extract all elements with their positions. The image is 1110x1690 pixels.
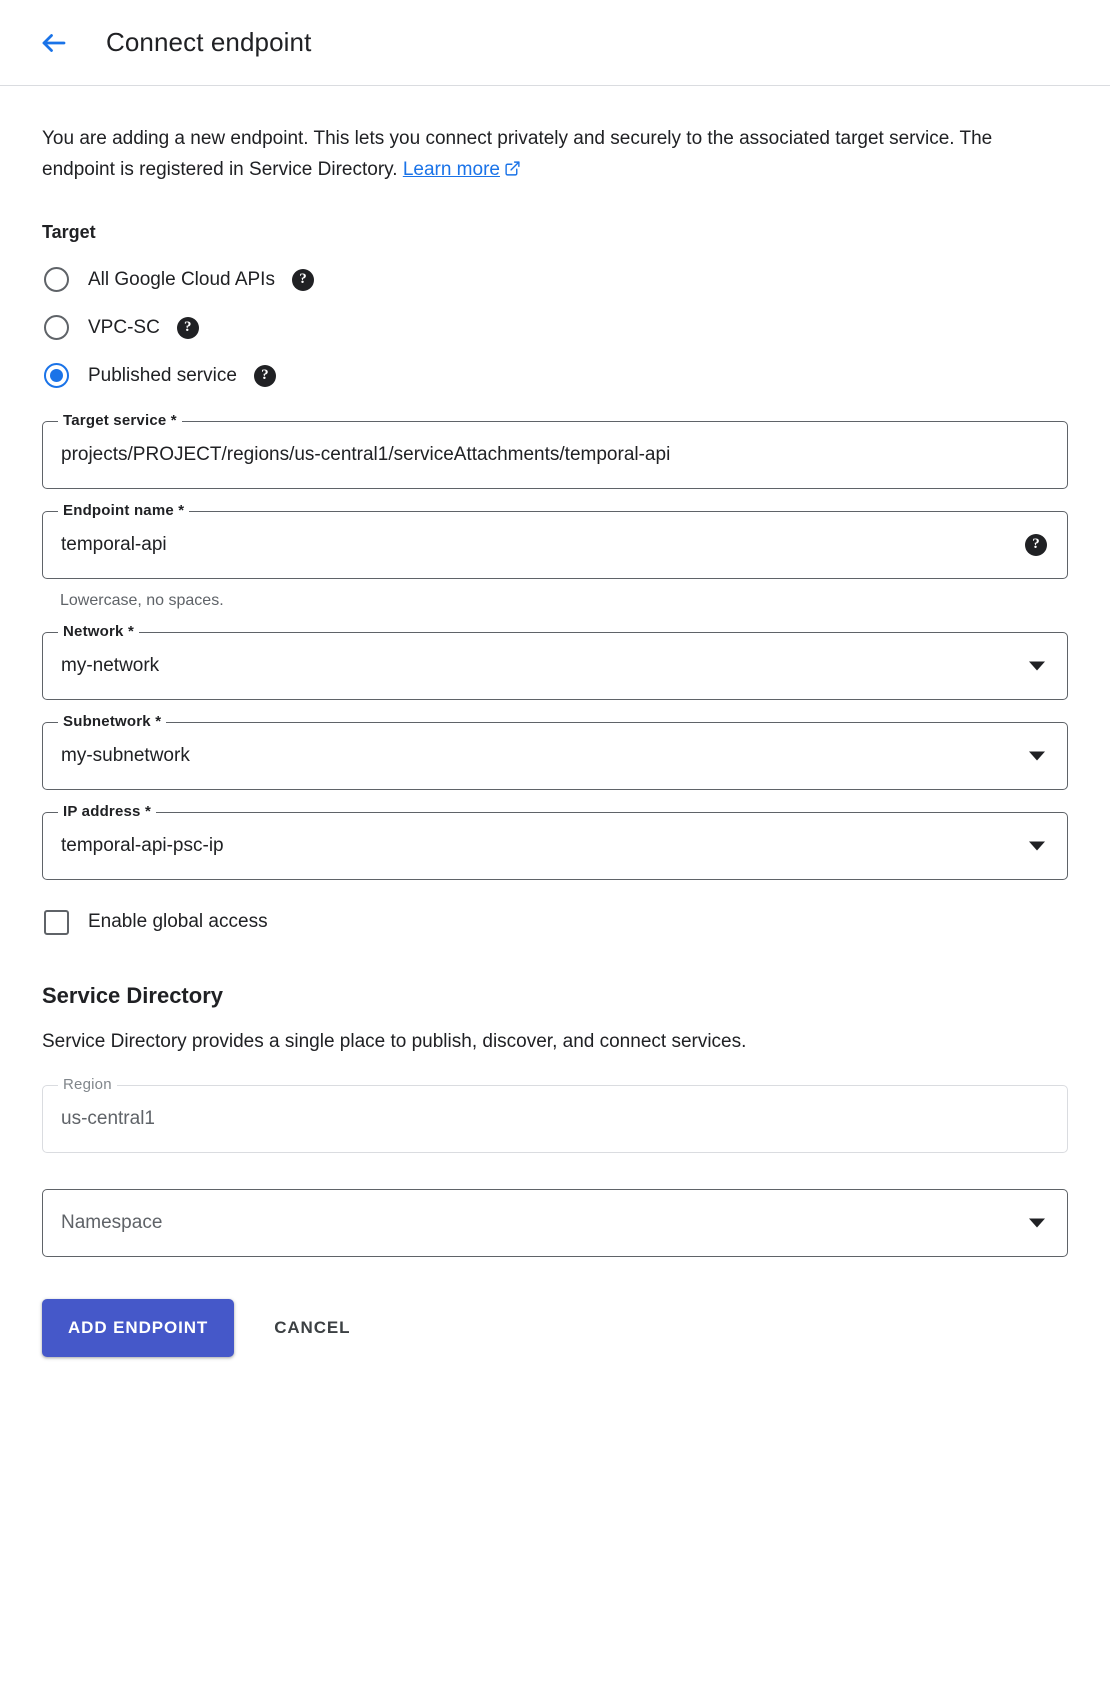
endpoint-name-field[interactable] — [42, 501, 1068, 610]
endpoint-name-label: Endpoint name * — [58, 502, 189, 519]
arrow-left-icon — [39, 28, 69, 58]
intro-description: You are adding a new endpoint. This lets you connect privately and securely to the associated target service. The endpoint is registered in Service Directory. — [42, 128, 993, 180]
help-icon[interactable]: ? — [254, 365, 276, 387]
endpoint-name-value: temporal-api — [61, 533, 167, 555]
region-field — [42, 1075, 1068, 1153]
region-input — [42, 1075, 1068, 1153]
target-service-input[interactable] — [42, 411, 1068, 489]
radio-option-published-service[interactable] — [42, 353, 1068, 399]
service-directory-title: Service Directory — [42, 982, 223, 1008]
target-service-value: projects/PROJECT/regions/us-central1/serviceAttachments/temporal-api — [61, 443, 671, 465]
help-icon[interactable]: ? — [1025, 534, 1047, 556]
radio-label: VPC-SC — [88, 316, 160, 338]
dialog-body — [0, 86, 1110, 1397]
chevron-down-icon[interactable] — [1029, 841, 1045, 850]
ip-address-label: IP address * — [58, 803, 156, 820]
network-select[interactable] — [42, 622, 1068, 700]
radio-label: Published service — [88, 364, 237, 386]
help-icon[interactable]: ? — [177, 317, 199, 339]
target-service-field[interactable] — [42, 411, 1068, 489]
external-link-icon — [504, 157, 521, 188]
chevron-down-icon[interactable] — [1029, 751, 1045, 760]
help-icon[interactable]: ? — [292, 269, 314, 291]
back-button[interactable] — [30, 19, 78, 67]
enable-global-access-label: Enable global access — [88, 911, 268, 933]
subnetwork-label: Subnetwork * — [58, 713, 166, 730]
target-section-label: Target — [42, 221, 96, 242]
radio-label: All Google Cloud APIs — [88, 268, 275, 290]
ip-address-value: temporal-api-psc-ip — [61, 834, 224, 856]
ip-address-select[interactable] — [42, 802, 1068, 880]
radio-option-vpc-sc[interactable] — [42, 305, 1068, 351]
namespace-field[interactable] — [42, 1189, 1068, 1257]
ip-address-field[interactable] — [42, 802, 1068, 880]
radio-button[interactable] — [44, 363, 69, 388]
enable-global-access-row[interactable] — [42, 910, 1068, 935]
chevron-down-icon[interactable] — [1029, 661, 1045, 670]
namespace-select[interactable] — [42, 1189, 1068, 1257]
endpoint-name-input[interactable] — [42, 501, 1068, 579]
cancel-button[interactable]: CANCEL — [260, 1299, 364, 1357]
radio-option-all-google-cloud-apis[interactable] — [42, 257, 1068, 303]
endpoint-name-helper-text: Lowercase, no spaces. — [60, 591, 224, 609]
network-field[interactable] — [42, 622, 1068, 700]
service-directory-description: Service Directory provides a single place to publish, discover, and connect services. — [42, 1030, 747, 1052]
page-title: Connect endpoint — [106, 27, 312, 57]
network-value: my-network — [61, 654, 160, 676]
target-service-label: Target service * — [58, 412, 182, 429]
region-label: Region — [58, 1076, 117, 1093]
dialog-actions — [42, 1299, 1068, 1397]
namespace-placeholder: Namespace — [61, 1211, 163, 1233]
radio-button[interactable] — [44, 267, 69, 292]
subnetwork-value: my-subnetwork — [61, 744, 190, 766]
subnetwork-select[interactable] — [42, 712, 1068, 790]
network-label: Network * — [58, 623, 139, 640]
subnetwork-field[interactable] — [42, 712, 1068, 790]
add-endpoint-button[interactable]: ADD ENDPOINT — [42, 1299, 234, 1357]
chevron-down-icon[interactable] — [1029, 1218, 1045, 1227]
dialog-header — [0, 0, 1110, 86]
learn-more-link[interactable]: Learn more — [402, 158, 500, 180]
radio-button[interactable] — [44, 315, 69, 340]
region-value: us-central1 — [61, 1107, 155, 1129]
enable-global-access-checkbox[interactable] — [44, 910, 69, 935]
intro-text — [42, 124, 1002, 188]
